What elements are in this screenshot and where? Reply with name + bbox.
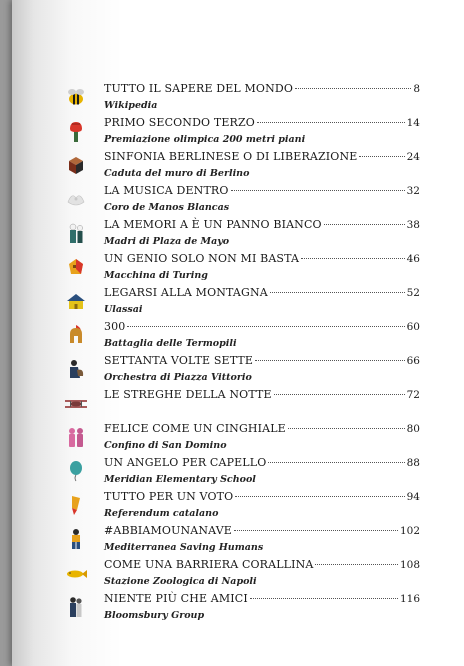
page-number: 24 xyxy=(406,151,420,163)
dot-leader xyxy=(268,462,404,463)
toc-title: UN GENIO SOLO NON MI BASTA xyxy=(104,252,300,265)
page-number: 32 xyxy=(406,185,420,197)
toc-title: LEGARSI ALLA MONTAGNA xyxy=(104,286,268,299)
dot-leader xyxy=(255,360,405,361)
dot-leader xyxy=(231,190,405,191)
toc-subtitle: Coro de Manos Blancas xyxy=(104,202,230,213)
toc-entry[interactable] xyxy=(64,354,420,388)
toc-subtitle: Macchina di Turing xyxy=(104,270,208,281)
page-number: 94 xyxy=(406,491,420,503)
toc-entry[interactable] xyxy=(64,320,420,354)
dot-leader xyxy=(127,326,404,327)
toc-subtitle: Referendum catalano xyxy=(104,508,219,519)
pencil-icon xyxy=(64,494,88,516)
raised-fist-icon xyxy=(64,120,88,142)
page-number: 46 xyxy=(406,253,420,265)
toc-subtitle: Madri di Plaza de Mayo xyxy=(104,236,230,247)
balloon-icon xyxy=(64,460,88,482)
toc-subtitle: Orchestra di Piazza Vittorio xyxy=(104,372,252,383)
dot-leader xyxy=(295,88,411,89)
toc-entry[interactable] xyxy=(64,524,420,558)
toc-subtitle: Stazione Zoologica di Napoli xyxy=(104,576,257,587)
fish-icon xyxy=(64,562,88,584)
page-number: 116 xyxy=(399,593,420,605)
toc-entry[interactable] xyxy=(64,82,420,116)
dot-leader xyxy=(235,496,404,497)
toc-title: LA MEMORI A È UN PANNO BIANCO xyxy=(104,218,322,231)
dot-leader xyxy=(234,530,398,531)
wall-cube-icon xyxy=(64,154,88,176)
toc-subtitle: Premiazione olimpica 200 metri piani xyxy=(104,134,306,145)
musician-icon xyxy=(64,358,88,380)
page-number: 14 xyxy=(406,117,420,129)
toc-entry[interactable] xyxy=(64,388,420,422)
page-number: 80 xyxy=(406,423,420,435)
page-number: 52 xyxy=(406,287,420,299)
dot-leader xyxy=(274,394,405,395)
turing-machine-icon xyxy=(64,256,88,278)
toc-subtitle: Meridian Elementary School xyxy=(104,474,256,485)
toc-title: TUTTO IL SAPERE DEL MONDO xyxy=(104,82,294,95)
mothers-icon xyxy=(64,222,88,244)
toc-subtitle: Caduta del muro di Berlino xyxy=(104,168,250,179)
dot-leader xyxy=(257,122,405,123)
toc-subtitle: Battaglia delle Termopili xyxy=(104,338,237,349)
toc-subtitle: Wikipedia xyxy=(104,100,158,111)
toc-title: LE STREGHE DELLA NOTTE xyxy=(104,388,272,401)
dot-leader xyxy=(270,292,405,293)
white-hands-icon xyxy=(64,188,88,210)
toc-title: 300 xyxy=(104,320,126,333)
page-number: 66 xyxy=(406,355,420,367)
page-number: 60 xyxy=(406,321,420,333)
toc-subtitle: Mediterranea Saving Humans xyxy=(104,542,264,553)
toc-entry[interactable] xyxy=(64,490,420,524)
toc-entry[interactable] xyxy=(64,456,420,490)
toc-entry[interactable] xyxy=(64,422,420,456)
dot-leader xyxy=(359,156,404,157)
toc-title: TUTTO PER UN VOTO xyxy=(104,490,234,503)
toc-entry[interactable] xyxy=(64,116,420,150)
toc-entry[interactable] xyxy=(64,184,420,218)
dot-leader xyxy=(324,224,405,225)
page-number: 72 xyxy=(406,389,420,401)
toc-entry[interactable] xyxy=(64,558,420,592)
two-figures-icon xyxy=(64,426,88,448)
page-number: 38 xyxy=(406,219,420,231)
toc-title: SINFONIA BERLINESE O DI LIBERAZIONE xyxy=(104,150,358,163)
toc-subtitle: Confino di San Domino xyxy=(104,440,227,451)
toc-entry[interactable] xyxy=(64,286,420,320)
toc-entry[interactable] xyxy=(64,592,420,626)
toc-title: NIENTE PIÙ CHE AMICI xyxy=(104,592,248,605)
toc-title: COME UNA BARRIERA CORALLINA xyxy=(104,558,314,571)
bee-icon xyxy=(64,86,88,108)
page-number: 8 xyxy=(413,83,420,95)
page-number: 88 xyxy=(406,457,420,469)
dot-leader xyxy=(250,598,398,599)
toc-subtitle: Ulassai xyxy=(104,304,143,315)
house-icon xyxy=(64,290,88,312)
group-figures-icon xyxy=(64,596,88,618)
rescuer-icon xyxy=(64,528,88,550)
toc-title: #ABBIAMOUNANAVE xyxy=(104,524,232,537)
biplane-icon xyxy=(64,392,88,414)
page-number: 108 xyxy=(399,559,420,571)
toc-title: FELICE COME UN CINGHIALE xyxy=(104,422,286,435)
dot-leader xyxy=(288,428,405,429)
table-of-contents xyxy=(64,82,420,626)
dot-leader xyxy=(301,258,405,259)
toc-title: UN ANGELO PER CAPELLO xyxy=(104,456,267,469)
page-number: 102 xyxy=(399,525,420,537)
toc-title: SETTANTA VOLTE SETTE xyxy=(104,354,254,367)
toc-subtitle: Bloomsbury Group xyxy=(104,610,205,621)
toc-entry[interactable] xyxy=(64,218,420,252)
toc-title: PRIMO SECONDO TERZO xyxy=(104,116,255,129)
spartan-helmet-icon xyxy=(64,324,88,346)
toc-subtitle xyxy=(104,405,420,419)
toc-title: LA MUSICA DENTRO xyxy=(104,184,229,197)
dot-leader xyxy=(315,564,397,565)
toc-entry[interactable] xyxy=(64,150,420,184)
toc-entry[interactable] xyxy=(64,252,420,286)
book-page xyxy=(12,0,464,666)
